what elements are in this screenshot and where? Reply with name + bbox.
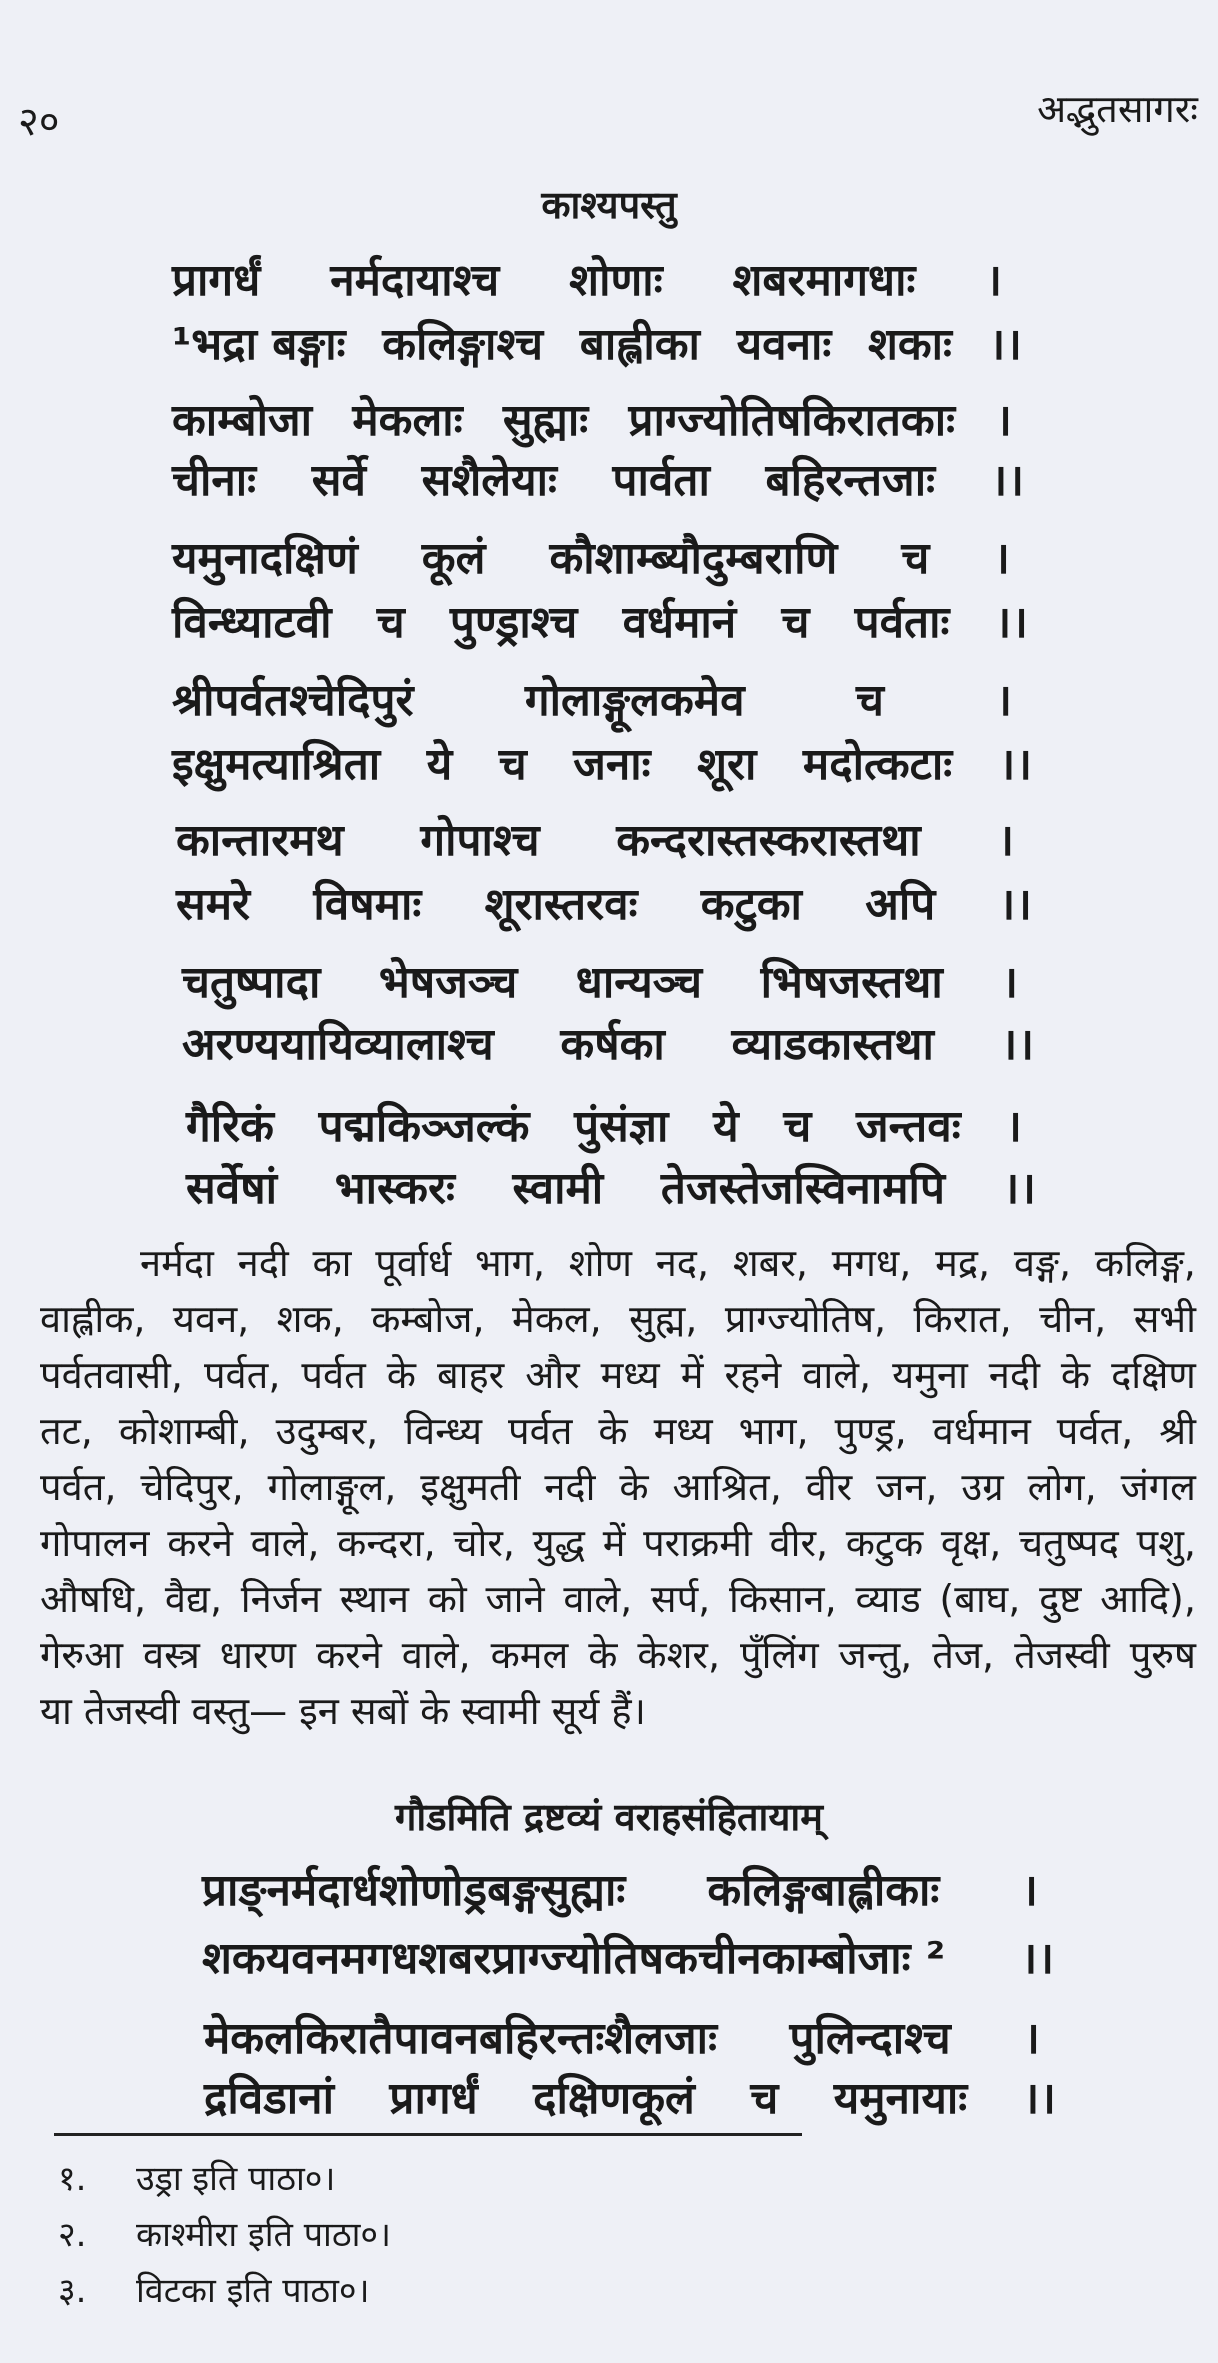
verse-word: कर्षका (560, 1019, 665, 1070)
verse-word: कलिङ्गबाह्लीकाः (707, 1865, 940, 1916)
word: गोपालन (40, 1521, 150, 1565)
word: पर्वत, (40, 1465, 117, 1509)
word: के (598, 1409, 628, 1453)
verse-word: शूरा (697, 739, 757, 790)
verse-line (204, 2006, 1040, 2066)
word: (बाघ, (939, 1577, 1021, 1621)
word: व्याड (855, 1577, 921, 1621)
double-danda: ।। (988, 319, 1022, 370)
word: कम्बोज, (371, 1297, 485, 1341)
word: के (588, 1633, 618, 1677)
word: इन (299, 1689, 339, 1733)
verse-line (172, 590, 1028, 650)
word: पुण्ड्र, (834, 1409, 907, 1453)
word: चेदिपुर, (140, 1465, 244, 1509)
word: पर्वत, (1056, 1409, 1134, 1453)
paragraph-line (40, 1684, 1196, 1736)
verse-word: व्याडकास्तथा (731, 1019, 934, 1070)
double-danda: ।। (998, 879, 1032, 930)
word: में (680, 1353, 704, 1397)
word: सर्प, (650, 1577, 711, 1621)
word: शोण (568, 1241, 632, 1285)
word: मगध, (831, 1241, 912, 1285)
word: पर्वत, (203, 1353, 281, 1397)
word: श्री (1159, 1409, 1196, 1453)
section-title: काश्यपस्तु (541, 183, 677, 227)
word: वैद्य, (164, 1577, 223, 1621)
verse-word: शूरास्तरवः (484, 879, 638, 930)
verse-word: कलिङ्गाश्च (382, 319, 544, 370)
verse-word: कटुका (700, 879, 802, 930)
verse-word: भेषजञ्च (378, 957, 518, 1008)
verse-word: अरण्ययायिव्यालाश्च (182, 1019, 494, 1070)
word: शक, (276, 1297, 344, 1341)
verse-word: कूलं (421, 533, 486, 584)
danda: । (993, 533, 1010, 584)
verse-word: शकयवनमगधशबरप्राग्ज्योतिषकचीनकाम्बोजाः ² (202, 1933, 946, 1984)
verse-word: पार्वता (612, 455, 710, 506)
verse-word: शोणाः (569, 255, 663, 306)
word: के (619, 1465, 649, 1509)
word: तेजस्वी (83, 1689, 180, 1733)
word: यमुना (892, 1353, 968, 1397)
double-danda: ।। (990, 455, 1024, 506)
word: गोलाङ्गूल, (267, 1465, 397, 1509)
word: के (386, 1353, 416, 1397)
verse-word: स्वामी (512, 1163, 604, 1214)
word: मेकल, (511, 1297, 602, 1341)
paragraph-line (40, 1516, 1196, 1568)
word: नद, (655, 1241, 710, 1285)
double-danda: ।। (994, 597, 1028, 648)
word: या (40, 1689, 72, 1733)
word: आश्रित, (672, 1465, 782, 1509)
word: सुह्म, (629, 1297, 698, 1341)
word: को (427, 1577, 467, 1621)
verse-word: नर्मदायाश्च (330, 255, 500, 306)
footnote-rule (54, 2133, 802, 2136)
word: कोशाम्बी, (118, 1409, 250, 1453)
word: नदी (544, 1465, 596, 1509)
word: दक्षिण (1111, 1353, 1196, 1397)
word: विन्ध्य (404, 1409, 483, 1453)
word: सबों (350, 1689, 409, 1733)
paragraph-line (40, 1404, 1196, 1456)
verse-word: मदोत्कटाः (802, 739, 953, 790)
word: स्वामी (461, 1689, 540, 1733)
word: तट, (40, 1409, 93, 1453)
word: तेज, (932, 1633, 995, 1677)
double-danda: ।। (1020, 1933, 1054, 1984)
verse-word: कन्दरास्तस्करास्तथा (616, 815, 921, 866)
verse-word: च (498, 739, 527, 790)
verse-word: सर्वे (311, 455, 366, 506)
word: उग्र (961, 1465, 1004, 1509)
paragraph-line (140, 1236, 1196, 1288)
word: किरात, (913, 1297, 1012, 1341)
verse-word: चतुष्पादा (182, 957, 321, 1008)
verse-word: वर्धमानं (622, 597, 737, 648)
word: मध्य (653, 1409, 713, 1453)
danda: । (985, 255, 1002, 306)
paragraph-line (40, 1460, 1196, 1512)
verse-word: कान्तारमथ (176, 815, 344, 866)
verse-line (176, 872, 1032, 932)
word: सभी (1133, 1297, 1196, 1341)
danda: । (997, 815, 1014, 866)
word: चतुष्पद (1019, 1521, 1119, 1565)
verse-word: च (781, 597, 810, 648)
word: का (312, 1241, 352, 1285)
danda: । (995, 675, 1012, 726)
verse-word: पुण्ड्राश्च (449, 597, 578, 648)
verse-word: गैरिकं (186, 1101, 274, 1152)
footnote (58, 2154, 335, 2200)
verse-word: पद्मकिञ्जल्कं (318, 1101, 530, 1152)
verse-word: सुह्माः (502, 395, 589, 446)
word: सूर्य (551, 1689, 600, 1733)
verse-word: च (855, 675, 884, 726)
verse-word: विषमाः (313, 879, 422, 930)
page-number: २० (18, 99, 60, 145)
verse-word: ये (426, 739, 453, 790)
paragraph-line (40, 1292, 1196, 1344)
word: वाले, (563, 1577, 633, 1621)
word: पुँलिंग (740, 1633, 819, 1677)
verse-word: शकाः (867, 319, 952, 370)
paragraph-line (40, 1348, 1196, 1400)
verse-word: शबरमागधाः (732, 255, 916, 306)
word: निर्जन (240, 1577, 321, 1621)
word: वीर (805, 1465, 853, 1509)
word: के (420, 1689, 450, 1733)
word: बाहर (436, 1353, 505, 1397)
verse-line (172, 668, 1012, 728)
verse-word: गोपाश्च (420, 815, 540, 866)
verse-word: तेजस्तेजस्विनामपि (660, 1163, 945, 1214)
danda: । (1023, 2013, 1040, 2064)
paragraph-line (40, 1572, 1196, 1624)
verse-line (202, 1858, 1038, 1918)
verse-line (172, 312, 1022, 372)
word: वृक्ष, (940, 1521, 1002, 1565)
verse-word: बाह्लीका (579, 319, 700, 370)
word: कटुक (845, 1521, 924, 1565)
verse-line (172, 388, 1012, 448)
footnote-number: ३. (58, 2271, 87, 2311)
word: चीन, (1039, 1297, 1107, 1341)
word: जन, (876, 1465, 938, 1509)
word: के (1060, 1353, 1091, 1397)
danda: । (1001, 957, 1018, 1008)
word: चोर, (453, 1521, 515, 1565)
word: पूर्वार्ध (375, 1241, 452, 1285)
section-title: गौडमिति द्रष्टव्यं वराहसंहितायाम् (394, 1795, 823, 1839)
footnote-text: उड्रा इति पाठा०। (136, 2159, 336, 2199)
danda: । (1021, 1865, 1038, 1916)
word: इक्षुमती (420, 1465, 521, 1509)
word: प्राग्ज्योतिष, (724, 1297, 887, 1341)
footnote-number: २. (58, 2215, 87, 2255)
verse-word: बहिरन्तजाः (765, 455, 935, 506)
word: रहने (724, 1353, 782, 1397)
verse-word: सशैलेयाः (421, 455, 557, 506)
word: वाह्लीक, (40, 1297, 146, 1341)
word: औषधि, (40, 1577, 147, 1621)
footnote (58, 2266, 370, 2312)
verse-word: यवनाः (736, 319, 832, 370)
word: नदी (988, 1353, 1040, 1397)
word: पर्वतवासी, (40, 1353, 183, 1397)
word: पराक्रमी (643, 1521, 752, 1565)
double-danda: ।। (1002, 1163, 1036, 1214)
verse-word: यमुनादक्षिणं (172, 533, 358, 584)
verse-word: श्रीपर्वतश्चेदिपुरं (172, 675, 414, 726)
word: जाने (485, 1577, 545, 1621)
verse-word: पुंसंज्ञा (574, 1101, 669, 1152)
word: लोग, (1027, 1465, 1097, 1509)
word: मद्र, (935, 1241, 991, 1285)
verse-line (172, 248, 1002, 308)
word: आदि), (1100, 1577, 1196, 1621)
footnote-text: काश्मीरा इति पाठा०। (136, 2215, 391, 2255)
danda: । (1005, 1101, 1022, 1152)
verse-line (172, 526, 1010, 586)
verse-word: च (750, 2073, 779, 2124)
verse-word: गोलाङ्गूलकमेव (524, 675, 745, 726)
verse-word: जनाः (573, 739, 651, 790)
word: पुरुष (1129, 1633, 1196, 1677)
word: उदुम्बर, (275, 1409, 379, 1453)
verse-word: धान्यञ्च (575, 957, 703, 1008)
word: वीर, (769, 1521, 829, 1565)
word: वर्धमान (932, 1409, 1031, 1453)
word: में (602, 1521, 626, 1565)
word: पर्वत (301, 1353, 366, 1397)
verse-word: पुलिन्दाश्च (789, 2013, 951, 2064)
double-danda: ।। (1000, 1019, 1034, 1070)
word: जन्तु, (838, 1633, 913, 1677)
word: जंगल (1120, 1465, 1196, 1509)
double-danda: ।। (998, 739, 1032, 790)
word: नदी (237, 1241, 289, 1285)
word: पशु, (1136, 1521, 1196, 1565)
word: नर्मदा (140, 1241, 214, 1285)
word: तेजस्वी (1014, 1633, 1110, 1677)
word: वस्तु— (191, 1689, 288, 1733)
verse-line (176, 808, 1014, 868)
verse-word: पर्वताः (854, 597, 950, 648)
verse-word: च (783, 1101, 812, 1152)
verse-word: अपि (865, 879, 936, 930)
word: पर्वत (508, 1409, 573, 1453)
word: कमल (490, 1633, 569, 1677)
verse-word: भास्करः (334, 1163, 455, 1214)
word: वाले, (250, 1521, 320, 1565)
word: दुष्ट (1039, 1577, 1082, 1621)
verse-word: काम्बोजा (172, 395, 313, 446)
verse-word: चीनाः (172, 455, 257, 506)
verse-word: च (376, 597, 405, 648)
word: वाले, (802, 1353, 872, 1397)
verse-word: मेकलाः (352, 395, 463, 446)
verse-word: कौशाम्ब्यौदुम्बराणि (549, 533, 838, 584)
verse-word: जन्तवः (855, 1101, 961, 1152)
verse-word: विन्ध्याटवी (172, 597, 332, 648)
paragraph-line (40, 1628, 1196, 1680)
word: युद्ध (532, 1521, 586, 1565)
footnote (58, 2210, 391, 2256)
footnote-number: १. (58, 2159, 87, 2199)
word: भाग, (475, 1241, 546, 1285)
word: यवन, (172, 1297, 250, 1341)
word: भाग, (738, 1409, 809, 1453)
verse-line (202, 1926, 1054, 1986)
word: किसान, (729, 1577, 837, 1621)
word: वङ्ग, (1013, 1241, 1072, 1285)
verse-line (186, 1094, 1022, 1154)
verse-word: प्रागर्धं (389, 2073, 478, 2124)
danda: । (995, 395, 1012, 446)
word: स्थान (339, 1577, 409, 1621)
verse-line (172, 448, 1024, 508)
word: हैं। (611, 1689, 646, 1733)
verse-word: प्राङ्नर्मदार्धशोणोड्रबङ्गसुह्माः (202, 1865, 626, 1916)
double-danda: ।। (1022, 2073, 1056, 2124)
running-head: अद्भुतसागरः (1037, 87, 1198, 131)
word: कलिङ्ग, (1094, 1241, 1196, 1285)
verse-line (182, 1012, 1034, 1072)
verse-word: दक्षिणकूलं (533, 2073, 695, 2124)
word: करने (167, 1521, 234, 1565)
word: और (525, 1353, 580, 1397)
verse-word: इक्षुमत्याश्रिता (172, 739, 381, 790)
verse-word: प्राग्ज्योतिषकिरातकाः (628, 395, 955, 446)
word: शबर, (732, 1241, 809, 1285)
word: धारण (219, 1633, 297, 1677)
verse-word: मेकलकिरातैपावनबहिरन्तःशैलजाः (204, 2013, 717, 2064)
word: केशर, (637, 1633, 721, 1677)
verse-word: सर्वेषां (186, 1163, 278, 1214)
verse-word: यमुनायाः (833, 2073, 968, 2124)
word: कन्दरा, (337, 1521, 436, 1565)
verse-line (172, 732, 1032, 792)
word: वस्त्र (142, 1633, 200, 1677)
word: वाले, (401, 1633, 471, 1677)
verse-word: च (901, 533, 930, 584)
word: करने (316, 1633, 382, 1677)
verse-line (186, 1156, 1036, 1216)
verse-word: प्रागर्धं (172, 255, 261, 306)
verse-line (182, 950, 1018, 1010)
word: मध्य (600, 1353, 660, 1397)
verse-word: समरे (176, 879, 251, 930)
footnote-text: विटका इति पाठा०। (136, 2271, 370, 2311)
verse-word: ये (713, 1101, 739, 1152)
word: गेरुआ (40, 1633, 123, 1677)
verse-word: द्रविडानां (204, 2073, 334, 2124)
verse-word: भिषजस्तथा (760, 957, 943, 1008)
verse-word: ¹भद्रा बङ्गाः (172, 319, 346, 370)
verse-line (204, 2066, 1056, 2126)
